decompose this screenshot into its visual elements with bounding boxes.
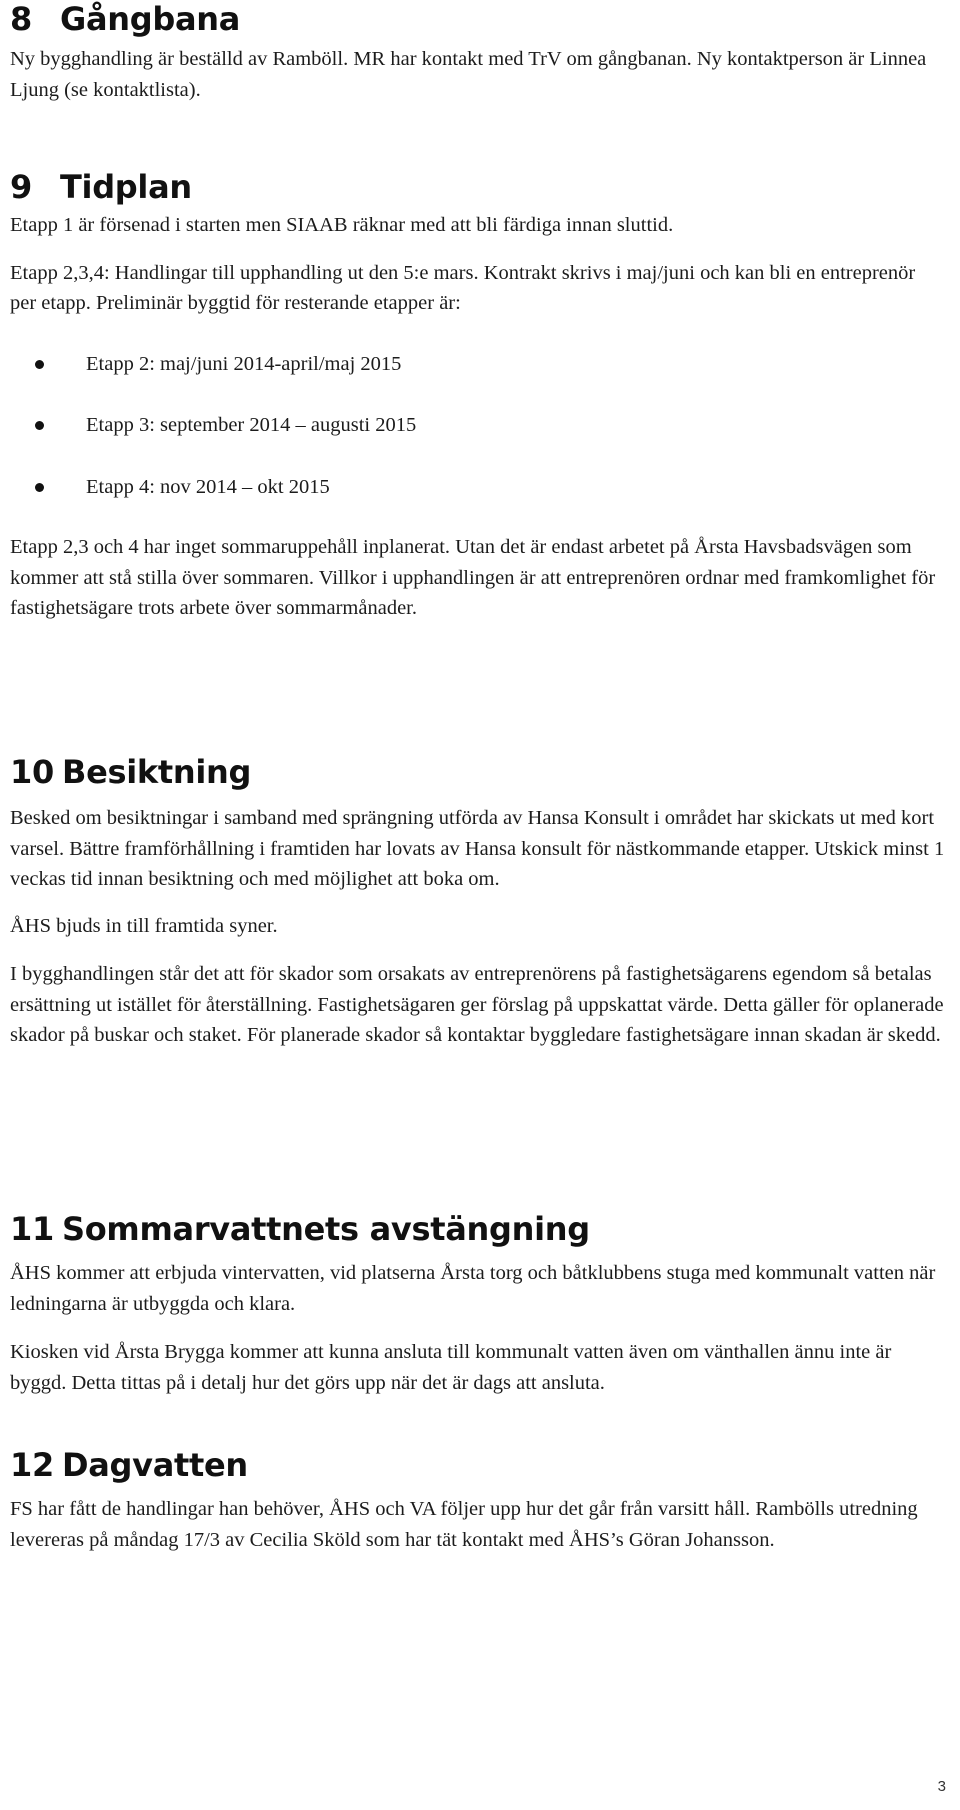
section-heading xyxy=(10,1446,945,1484)
bullet-icon xyxy=(35,483,44,492)
section-title: Besiktning xyxy=(62,753,252,791)
list-item-text: Etapp 2: maj/juni 2014-april/maj 2015 xyxy=(86,352,402,375)
section-besiktning xyxy=(10,753,945,1051)
section-title: Dagvatten xyxy=(62,1446,248,1484)
paragraph: Ny bygghandling är beställd av Ramböll. MR har kontakt med TrV om gångbanan. Ny kontaktperson är Linnea Ljung (se kontaktlista). xyxy=(10,48,927,101)
section-heading xyxy=(10,1210,945,1248)
page-number: 3 xyxy=(937,1778,946,1795)
list-item xyxy=(10,349,945,380)
section-number: 8 xyxy=(10,0,32,38)
section-heading xyxy=(10,168,945,206)
section-number: 12 xyxy=(10,1446,54,1484)
paragraph: Etapp 2,3 och 4 har inget sommaruppehåll inplanerat. Utan det är endast arbetet på Årsta Havsbadsvägen som kommer att stå stilla över sommaren. Villkor i upphandlingen är att entreprenören ordnar med framkomlighet för fastighetsägare trots arbete över sommarmånader. xyxy=(10,536,936,619)
paragraph: Etapp 2,3,4: Handlingar till upphandling ut den 5:e mars. Kontrakt skrivs i maj/juni och kan bli en entreprenör per etapp. Preliminär byggtid för resterande etapper är: xyxy=(10,261,916,314)
paragraph: FS har fått de handlingar han behöver, ÅHS och VA följer upp hur det går från varsitt håll. Rambölls utredning levereras på måndag 17/3 av Cecilia Sköld som har tät kontakt med ÅHS’s Göran Johansson. xyxy=(10,1498,918,1551)
paragraph: Besked om besiktningar i samband med sprängning utförda av Hansa Konsult i området har skickats ut med kort varsel. Bättre framförhållning i framtiden har lovats av Hansa konsult för nästkommande etapper. Utskick minst 1 veckas tid innan besiktning och med möjlighet att boka om. xyxy=(10,807,945,890)
section-sommarvattnets-avstangning xyxy=(10,1210,945,1398)
section-title: Sommarvattnets avstängning xyxy=(62,1210,590,1248)
section-heading xyxy=(10,0,945,38)
paragraph: Etapp 1 är försenad i starten men SIAAB räknar med att bli färdiga innan sluttid. xyxy=(10,214,674,236)
paragraph: Kiosken vid Årsta Brygga kommer att kunna ansluta till kommunalt vatten även om vänthallen ännu inte är byggd. Detta tittas på i detalj hur det görs upp när det är dags att ansluta. xyxy=(10,1341,892,1394)
section-dagvatten xyxy=(10,1446,945,1555)
section-heading xyxy=(10,753,945,791)
list-item-text: Etapp 3: september 2014 – augusti 2015 xyxy=(86,414,417,436)
paragraph: I bygghandlingen står det att för skador som orsakats av entreprenörens på fastighetsägarens egendom så betalas ersättning ut istället för återställning. Fastighetsägaren ger förslag på uppskattat värde. Detta gäller för oplanerade skador på buskar och staket. För planerade skador så kontaktar byggledare fastighetsägare innan skadan är skedd. xyxy=(10,963,944,1046)
section-gangbana xyxy=(10,0,945,105)
bullet-list xyxy=(10,349,945,503)
list-item-text: Etapp 4: nov 2014 – okt 2015 xyxy=(86,475,330,498)
paragraph: ÅHS kommer att erbjuda vintervatten, vid platserna Årsta torg och båtklubbens stuga med kommunalt vatten när ledningarna är utbyggda och klara. xyxy=(10,1262,936,1315)
bullet-icon xyxy=(35,360,44,369)
section-title: Gångbana xyxy=(60,0,241,38)
list-item xyxy=(10,410,945,441)
section-number: 9 xyxy=(10,168,32,206)
section-title: Tidplan xyxy=(60,168,192,206)
paragraph: ÅHS bjuds in till framtida syner. xyxy=(10,914,278,937)
list-item xyxy=(10,472,945,503)
bullet-icon xyxy=(35,421,44,430)
section-number: 11 xyxy=(10,1210,54,1248)
section-number: 10 xyxy=(10,753,54,791)
section-tidplan xyxy=(10,168,945,624)
